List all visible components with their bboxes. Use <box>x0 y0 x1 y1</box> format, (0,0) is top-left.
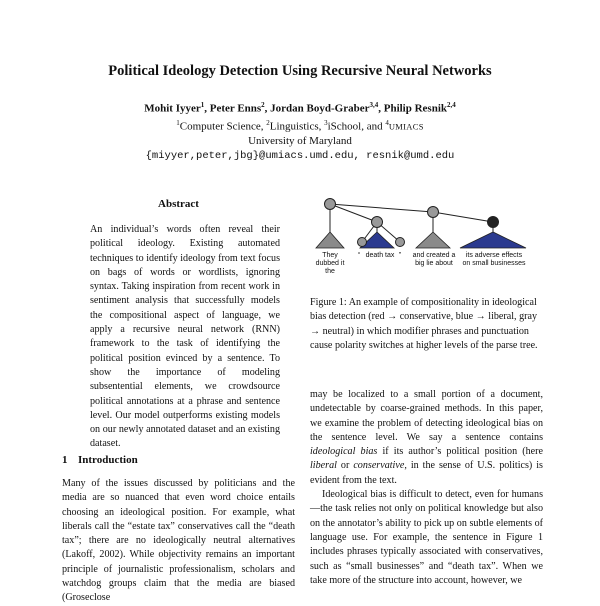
author-sup: 1 <box>200 101 205 109</box>
tree-leaf-label: and created a big lie about <box>412 252 456 268</box>
author-name: Philip Resnik <box>383 102 448 115</box>
abstract-heading: Abstract <box>158 198 199 210</box>
figure-1 <box>310 192 543 292</box>
figure-caption: Figure 1: An example of compositionality in ideological bias detection (red → conservative, blue → liberal, gray → neutral) in which modifier phrases and punctuation cause polarity switches at higher levels of the parse tree. <box>310 297 538 351</box>
author-sup: 2 <box>261 101 265 109</box>
text-run: , in the sense of U.S. politics) is evident from the text. <box>310 460 543 486</box>
parse-tree-diagram <box>310 192 543 252</box>
paragraph: Ideological bias is difficult to detect, even for humans—the task relies not only on political knowledge but also on the annotator’s ability to pick up on subtle elements of language use. For example, the sentence in Figure 1 includes phrases typically associated with conservatives, such as “small businesses” and “death tax”. When we take more of the structure into account, however, we <box>310 489 543 586</box>
affil-text: Linguistics, <box>269 120 325 133</box>
tree-subtree-triangle <box>416 232 450 248</box>
affiliations <box>0 116 600 134</box>
tree-node <box>372 217 383 228</box>
tree-leaf-label: “ <box>357 252 361 259</box>
affil-sup: 1 <box>176 119 180 128</box>
text-run: conservative <box>353 460 405 472</box>
paper-title: Political Ideology Detection Using Recursive Neural Networks <box>108 63 492 79</box>
abstract-text: An individual’s words often reveal their political ideology. Existing automated techniques to identify ideology from text focus on bags of words or wordlists, ignoring syntax. Taking inspiration from recent work in sentiment analysis that successfully models the compositional aspect of language, we apply a recursive neural network (RNN) framework to the task of identifying the political position evinced by a sentence. To show the importance of modeling subsentential elements, we crowdsource political annotations at a phrase and sentence level. Our model outperforms existing models on our newly annotated dataset and an existing dataset. <box>90 224 280 450</box>
author-name: Jordan Boyd-Graber <box>270 102 370 115</box>
tree-leaf-label: its adverse effects on small businesses <box>462 252 526 268</box>
section-number: 1 <box>62 454 68 466</box>
author-name: Mohit Iyyer <box>144 102 201 115</box>
emails: {miyyer,peter,jbg}@umiacs.umd.edu, resnik@umd.edu <box>145 149 455 162</box>
affil-text: iSchool, and <box>327 120 386 133</box>
tree-node <box>396 238 405 247</box>
author-names: Mohit Iyyer$^1$, Peter Enns$^2$, Jordan Boyd-Graber$^{3,4}$, Philip Resnik$^{2,4}$ <box>144 101 456 115</box>
text-run: liberal <box>310 460 337 472</box>
tree-subtree-triangle <box>460 232 526 248</box>
tree-subtree-triangle <box>316 232 344 248</box>
text-run: ideological bias <box>310 446 378 458</box>
university: University of Maryland <box>248 135 352 148</box>
tree-node <box>325 199 336 210</box>
affil-sup: 4 <box>385 119 389 128</box>
intro-text: Many of the issues discussed by politicians and the media are so nuanced that even word choice entails choosing an ideological position. For example, what liberals call the “estate tax” conservatives call the “death tax”; there are no ideologically neutral alternatives (Lakoff, 2002). While objectivity remains an important principle of journalistic professionalism, scholars and watchdog groups claim that the media are biased (Groseclose <box>62 478 295 604</box>
author-sup: 3,4 <box>369 101 379 109</box>
text-run: if its author’s political position (here <box>377 446 543 458</box>
tree-node <box>488 217 499 228</box>
affil-sup: 2 <box>266 119 270 128</box>
tree-node <box>358 238 367 247</box>
text-run: may be localized to a small portion of a document, undetectable by coarse-grained methods. In this paper, we examine the problem of detecting ideological bias on the sentence level. We say a sentence contains <box>310 389 543 443</box>
tree-leaf-label: They dubbed it the <box>315 252 345 276</box>
tree-node <box>428 207 439 218</box>
authors-block <box>0 98 600 163</box>
section-heading <box>62 454 138 466</box>
tree-edge <box>330 204 433 212</box>
affil-sup: 3 <box>324 119 328 128</box>
section-title: Introduction <box>78 454 138 466</box>
author-sup: 2,4 <box>447 101 456 109</box>
affil-text: Computer Science, <box>179 120 267 133</box>
tree-leaf-label: ” <box>398 252 402 259</box>
author-name: Peter Enns <box>209 102 262 115</box>
tree-leaf-label: death tax <box>365 252 395 259</box>
right-column-body <box>310 388 543 588</box>
tree-edge <box>433 212 493 222</box>
text-run: or <box>336 460 354 472</box>
affil-text: UMIACS <box>388 121 424 132</box>
paragraph <box>310 388 543 488</box>
